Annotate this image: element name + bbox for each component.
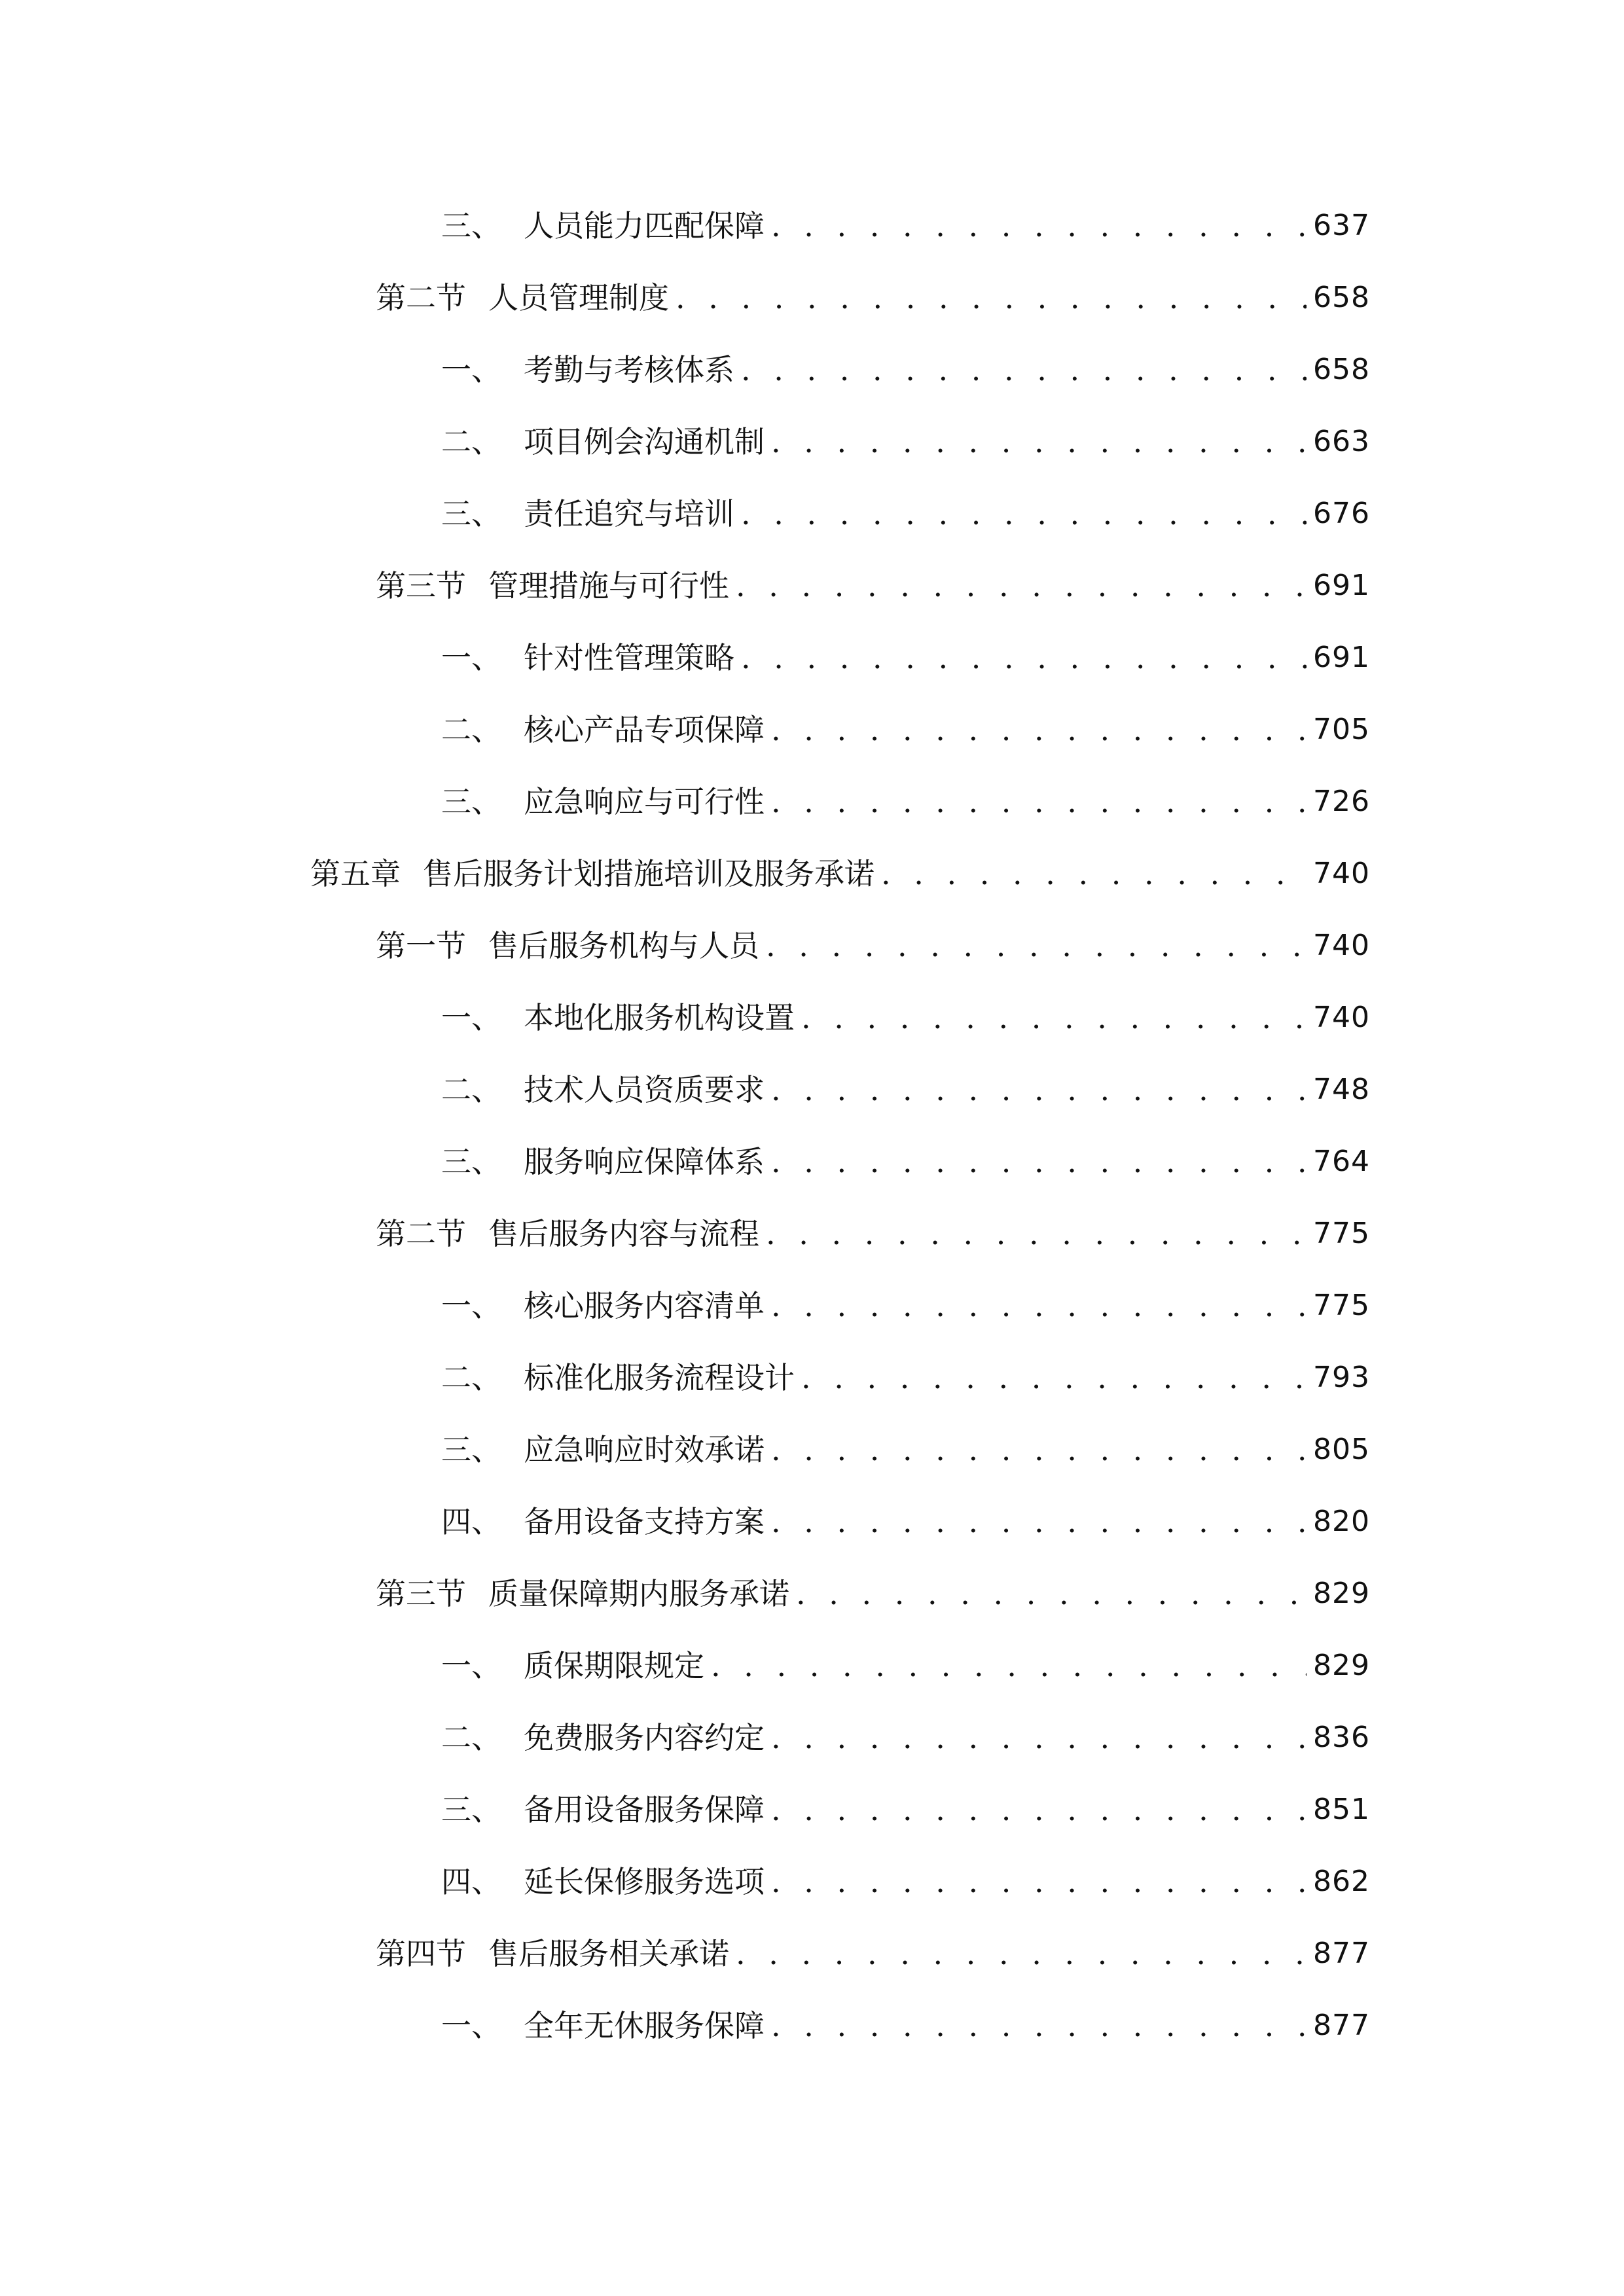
- toc-entry-number: 三、: [441, 784, 501, 819]
- dot-leader: [765, 2006, 1307, 2045]
- toc-entry-number: 四、: [441, 1864, 501, 1899]
- toc-entry-page: 877: [1313, 1937, 1370, 1970]
- toc-entry-title: 管理措施与可行性: [488, 568, 729, 603]
- toc-entry-page: 691: [1313, 569, 1370, 602]
- toc-entry: [376, 265, 1370, 317]
- toc-entry: [376, 1201, 1370, 1253]
- toc-entry-title: 核心服务内容清单: [524, 1288, 765, 1323]
- toc-entry-title: 售后服务内容与流程: [488, 1216, 759, 1251]
- toc-entry-number: 二、: [441, 1720, 501, 1755]
- toc-entry-title: 针对性管理策略: [524, 640, 734, 675]
- toc-entry-number: 第三节: [376, 568, 466, 603]
- toc-entry-number: 四、: [441, 1504, 501, 1539]
- toc-entry-number: 第二节: [376, 1216, 466, 1251]
- toc-entry-page: 663: [1313, 425, 1370, 458]
- toc-entry: [441, 1417, 1370, 1469]
- dot-leader: [729, 1934, 1307, 1973]
- toc-entry-title: 技术人员资质要求: [524, 1072, 765, 1107]
- dot-leader: [789, 1574, 1307, 1613]
- toc-entry-title: 售后服务机构与人员: [488, 928, 759, 963]
- dot-leader: [669, 278, 1307, 317]
- toc-entry: [441, 337, 1370, 389]
- toc-entry-title: 核心产品专项保障: [524, 712, 765, 747]
- toc-entry-page: 658: [1313, 353, 1370, 386]
- toc-entry-page: 877: [1313, 2009, 1370, 2042]
- toc-entry-title: 本地化服务机构设置: [524, 1000, 795, 1035]
- toc-entry-page: 829: [1313, 1649, 1370, 1682]
- toc-entry-title: 质保期限规定: [524, 1648, 704, 1683]
- toc-entry-page: 836: [1313, 1721, 1370, 1754]
- toc-entry-page: 775: [1313, 1289, 1370, 1322]
- toc-entry: [310, 841, 1370, 893]
- toc-entry-number: 三、: [441, 1144, 501, 1179]
- toc-entry: [441, 625, 1370, 677]
- toc-entry-page: 748: [1313, 1073, 1370, 1106]
- toc-entry-number: 二、: [441, 1360, 501, 1395]
- toc-entry-page: 740: [1313, 929, 1370, 962]
- dot-leader: [765, 1286, 1307, 1325]
- dot-leader: [765, 1862, 1307, 1901]
- toc-entry-title: 考勤与考核体系: [524, 352, 734, 387]
- toc-entry-number: 二、: [441, 424, 501, 459]
- dot-leader: [765, 1142, 1307, 1181]
- toc-entry-number: 一、: [441, 640, 501, 675]
- toc-entry-page: 637: [1313, 209, 1370, 242]
- toc-entry-title: 延长保修服务选项: [524, 1864, 765, 1899]
- toc-entry-number: 一、: [441, 1648, 501, 1683]
- dot-leader: [875, 854, 1307, 893]
- toc-entry-number: 三、: [441, 1792, 501, 1827]
- toc-entry-number: 第一节: [376, 928, 466, 963]
- toc-entry-page: 775: [1313, 1217, 1370, 1250]
- toc-entry-page: 793: [1313, 1361, 1370, 1394]
- dot-leader: [795, 998, 1307, 1037]
- toc-entry: [441, 1777, 1370, 1829]
- toc-entry: [441, 481, 1370, 533]
- dot-leader: [759, 1214, 1307, 1253]
- dot-leader: [765, 1718, 1307, 1757]
- toc-entry-page: 805: [1313, 1433, 1370, 1466]
- toc-entry: [441, 1057, 1370, 1109]
- toc-entry-page: 658: [1313, 281, 1370, 314]
- dot-leader: [765, 1790, 1307, 1829]
- toc-entry: [376, 913, 1370, 965]
- toc-entry-page: 691: [1313, 641, 1370, 674]
- toc-entry-number: 二、: [441, 712, 501, 747]
- toc-entry: [376, 1921, 1370, 1973]
- toc-entry: [441, 409, 1370, 461]
- toc-entry-title: 全年无休服务保障: [524, 2008, 765, 2043]
- toc-entry-page: 851: [1313, 1793, 1370, 1826]
- dot-leader: [765, 1430, 1307, 1469]
- dot-leader: [759, 926, 1307, 965]
- dot-leader: [734, 350, 1307, 389]
- toc-entry: [441, 1345, 1370, 1397]
- dot-leader: [765, 1502, 1307, 1541]
- toc-entry: [441, 1993, 1370, 2045]
- toc-entry-title: 售后服务相关承诺: [488, 1936, 729, 1971]
- dot-leader: [765, 1070, 1307, 1109]
- toc-entry: [441, 1489, 1370, 1541]
- toc-entry-title: 应急响应与可行性: [524, 784, 765, 819]
- toc-entry-title: 质量保障期内服务承诺: [488, 1576, 789, 1611]
- toc-entry: [441, 1273, 1370, 1325]
- toc-entry: [441, 1705, 1370, 1757]
- toc-entry-page: 676: [1313, 497, 1370, 530]
- toc-entry-number: 一、: [441, 2008, 501, 2043]
- toc-entry-number: 第二节: [376, 280, 466, 315]
- toc-entry-title: 售后服务计划措施培训及服务承诺: [423, 856, 875, 891]
- dot-leader: [765, 782, 1307, 821]
- toc-entry-number: 三、: [441, 1432, 501, 1467]
- toc-entry-number: 第五章: [310, 856, 401, 891]
- toc-entry: [441, 193, 1370, 245]
- dot-leader: [734, 638, 1307, 677]
- toc-entry-page: 829: [1313, 1577, 1370, 1610]
- toc-entry-page: 705: [1313, 713, 1370, 746]
- toc-entry-title: 应急响应时效承诺: [524, 1432, 765, 1467]
- toc-entry-page: 726: [1313, 785, 1370, 818]
- toc-entry: [441, 769, 1370, 821]
- toc-entry-number: 三、: [441, 208, 501, 243]
- toc-entry-title: 免费服务内容约定: [524, 1720, 765, 1755]
- toc-entry-number: 三、: [441, 496, 501, 531]
- toc-entry-title: 备用设备服务保障: [524, 1792, 765, 1827]
- toc-entry: [441, 697, 1370, 749]
- toc-entry: [441, 1849, 1370, 1901]
- dot-leader: [765, 206, 1307, 245]
- toc-entry-title: 备用设备支持方案: [524, 1504, 765, 1539]
- toc-entry-page: 862: [1313, 1865, 1370, 1898]
- toc-entry: [376, 553, 1370, 605]
- dot-leader: [704, 1646, 1307, 1685]
- dot-leader: [765, 710, 1307, 749]
- dot-leader: [734, 494, 1307, 533]
- dot-leader: [795, 1358, 1307, 1397]
- toc-entry-title: 标准化服务流程设计: [524, 1360, 795, 1395]
- toc-entry-number: 二、: [441, 1072, 501, 1107]
- toc-entry-number: 一、: [441, 1288, 501, 1323]
- toc-entry-number: 一、: [441, 352, 501, 387]
- toc-entry: [441, 1633, 1370, 1685]
- toc-entry-page: 764: [1313, 1145, 1370, 1178]
- toc-entry-number: 一、: [441, 1000, 501, 1035]
- toc-entry: [376, 1561, 1370, 1613]
- toc-entry-page: 740: [1313, 1001, 1370, 1034]
- toc-entry-page: 820: [1313, 1505, 1370, 1538]
- toc-entry-title: 责任追究与培训: [524, 496, 734, 531]
- toc-entry-title: 服务响应保障体系: [524, 1144, 765, 1179]
- toc-entry: [441, 985, 1370, 1037]
- toc-entry-page: 740: [1313, 857, 1370, 890]
- toc-entry: [441, 1129, 1370, 1181]
- toc-entry-title: 项目例会沟通机制: [524, 424, 765, 459]
- dot-leader: [765, 422, 1307, 461]
- toc-entry-title: 人员能力匹配保障: [524, 208, 765, 243]
- toc-entry-number: 第四节: [376, 1936, 466, 1971]
- toc-entry-title: 人员管理制度: [488, 280, 669, 315]
- toc-entry-number: 第三节: [376, 1576, 466, 1611]
- dot-leader: [729, 566, 1307, 605]
